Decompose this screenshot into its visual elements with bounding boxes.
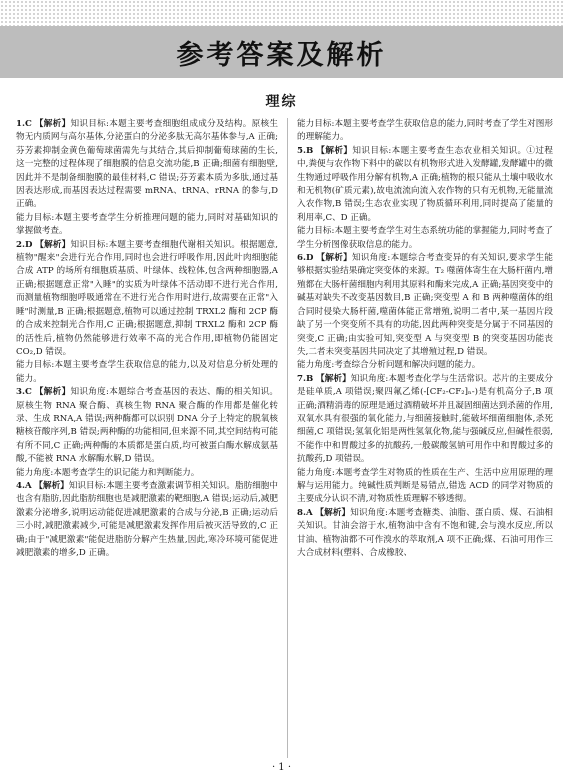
analysis-text: 知识目标:本题主要考查生态农业相关知识。①过程中,粪便与农作物下料中的碳以有机物形式进入发酵罐,发酵罐中的微生物通过呼吸作用分解有机物,A 正确;植物的根只能从土壤中吸收水和无机物(矿质元素),故电流流向流入农作物的只有无机物,无能量流入农作物,B 错误;生态农业实现了物质循环利用,同时提高了能量的利用率,C、D 正确。 — [297, 145, 553, 223]
analysis-tag: 【解析】 — [35, 239, 71, 250]
answer-entry — [297, 145, 553, 252]
analysis-tag: 【解析】 — [316, 145, 353, 156]
ability-note: 能力目标:本题主要考查学生获取信息的能力,同时考查了学生对图形的理解能力。 — [297, 119, 553, 143]
question-number: 4. — [16, 480, 25, 491]
entry-analysis — [16, 480, 278, 560]
question-number: 1. — [16, 119, 25, 129]
column-divider — [287, 118, 288, 758]
ability-note: 能力目标:本题主要考查学生获取信息的能力,以及对信息分析处理的能力。 — [16, 360, 278, 384]
answer-entry — [297, 252, 553, 373]
answer-letter: C — [24, 387, 32, 398]
entry-analysis — [297, 507, 553, 561]
question-number: 5. — [297, 145, 306, 156]
ability-note: 能力目标:本题主要考查学生分析推理问题的能力,同时对基础知识的掌握做考查。 — [16, 212, 278, 237]
answer-entry — [16, 386, 278, 480]
analysis-tag: 【解析】 — [34, 480, 69, 491]
answer-entry — [16, 239, 278, 386]
answer-entry — [16, 118, 278, 239]
question-number: 6. — [297, 253, 306, 264]
left-column — [16, 118, 278, 758]
answer-entry — [297, 373, 553, 507]
header-dot-pattern — [0, 0, 563, 26]
question-number: 3. — [16, 387, 25, 398]
analysis-tag: 【解析】 — [316, 253, 352, 264]
answer-letter: D — [305, 253, 314, 264]
ability-note: 能力角度:本题考查学生的识记能力和判断能力。 — [16, 467, 200, 478]
title-banner — [0, 26, 563, 78]
question-number: 2. — [16, 239, 25, 250]
answer-entry — [297, 118, 553, 145]
answer-entry — [16, 480, 278, 560]
entry-analysis — [297, 145, 553, 225]
ability-note: 能力角度:本题考查学生对物质的性质在生产、生活中应用原理的理解与运用能力。纯碱性质判断是易错点,错选 ACD 的同学对物质的主要成分认识不清,对物质性质理解不够透彻。 — [297, 467, 553, 505]
answer-letter: D — [24, 239, 33, 250]
answer-entry — [297, 507, 553, 561]
analysis-tag: 【解析】 — [34, 387, 71, 398]
analysis-text: 知识目标:本题主要考查细胞组成成分及结构。原核生物无内质网与高尔基体,分泌蛋白的分泌多肽无高尔基体参与,A 正确;芬芳素抑制金黄色葡萄球菌需先与其结合,其后抑制葡萄球菌的生长,这一完整的过程体现了细胞膜的信息交流功能,B 正确;细菌有细胞壁,因此并不是制备细胞膜的最佳材料,C 错误;芬芳素本质为多肽,通过基因表达形成,而基因表达过程需要 mRNA、tRNA、rRNA 的参与,D 正确。 — [16, 119, 278, 210]
analysis-text: 知识角度:本题综合考查基因的表达、酶的相关知识。原核生物 RNA 聚合酶、真核生物 RNA 聚合酶的作用都是催化转录、生成 RNA,A 错误;两种酶都可以识别 DNA 分子上特定的脱氧核糖核苷酸序列,B 错误;两种酶的功能相同,但来源不同,其空间结构可能有所不同,C 正确;两种酶的本质都是蛋白质,均可被蛋白酶水解成氨基酸,不能被 RNA 水解酶水解,D 错误。 — [16, 387, 278, 465]
entry-analysis — [16, 386, 278, 466]
entry-analysis — [297, 373, 553, 467]
analysis-text: 知识角度:本题综合考查变异的有关知识,要求学生能够根据实验结果确定突变体的来源。T₂ 噬菌体寄生在大肠杆菌内,增殖都在大肠杆菌细胞内利用其原料和酶来完成,A 正确;基因突变中的碱基对缺失不改变基因数目,B 正确;突变型 A 和 B 两种噬菌体的组合同时侵染大肠杆菌,噬菌体能正常增殖,说明二者中,某一基因片段缺了另一个突变所不具有的功能,因此两种突变是分属于不同基因的突变,C 正确;由实验可知,突变型 A 与突变型 B 的突变基因功能丧失,二者未突变基因共同决定了其增殖过程,D 错误。 — [297, 253, 553, 357]
analysis-text: 知识角度:本题考查糖类、油脂、蛋白质、煤、石油相关知识。甘油会溶于水,植物油中含有不饱和键,会与溴水反应,所以甘油、植物油都不可作溴水的萃取剂,A 项不正确;煤、石油可用作三大合成材料(塑料、合成橡胶、 — [297, 507, 553, 558]
analysis-tag: 【解析】 — [315, 507, 351, 518]
entry-analysis — [16, 239, 278, 360]
answer-letter: A — [305, 507, 313, 518]
question-number: 7. — [297, 373, 306, 384]
answer-letter: C — [24, 119, 32, 129]
answer-letter: B — [305, 145, 314, 156]
page-number: · 1 · — [271, 762, 292, 773]
answer-letter: A — [24, 480, 32, 491]
entry-analysis — [16, 118, 278, 212]
subject-heading: 理综 — [265, 94, 298, 110]
ability-note: 能力目标:本题主要考查学生对生态系统功能的掌握能力,同时考查了学生分析图像获取信息的能力。 — [297, 226, 553, 250]
analysis-text: 知识目标:本题主要考查细胞代谢相关知识。根据题意,植物"醒来"会进行光合作用,同时也会进行呼吸作用,因此叶肉细胞能合成 ATP 的场所有细胞质基质、叶绿体、线粒体,包含两种细胞器,A 正确;根据题意正常"入睡"的实质为叶绿体不活动即不进行光合作用,而测量植物细胞呼吸通常在不进行光合作用时进行,故需要在正常"入睡"时测量,B 正确;根据题意,植物可以通过控制 TRXL2 酶和 2CP 酶的合成来控制光合作用,C 正确;根据题意,抑制 TRXL2 酶和 2CP 酶的活性后,植物仍然能够进行效率不高的光合作用,即植物仍能固定 CO₂,D 错误。 — [16, 239, 278, 357]
answer-letter: B — [305, 373, 314, 384]
analysis-text: 知识目标:本题主要考查激素调节相关知识。脂肪细胞中也含有脂肪,因此脂肪细胞也是减肥激素的靶细胞,A 错误;运动后,减肥激素分泌增多,说明运动能促进减肥激素的合成与分泌,B 正确;运动后三小时,减肥激素减少,可能是减肥激素发挥作用后被灭活导致的,C 正确;由于"减肥激素"能促进脂肪分解产生热量,因此,寒冷环境可能促进减肥激素的增多,D 正确。 — [16, 480, 278, 558]
page-title: 参考答案及解析 — [176, 39, 387, 71]
analysis-text: 知识角度:本题考查化学与生活常识。芯片的主要成分是硅单质,A 项错误;聚四氟乙烯(-[CF₂-CF₂]ₙ-)是有机高分子,B 项正确;酒精消毒的原理是通过酒精破坏并且凝固细菌达到杀菌的作用,双氧水具有很强的氧化能力,与细菌接触时,能破坏细菌细胞体,杀死细菌,C 项错误;氢氧化铝是两性氢氧化物,能与强碱反应,但碱性很弱,不能作中和胃酸过多的抗酸药,一般碳酸氢钠可用作中和胃酸过多的抗酸药,D 项错误。 — [297, 373, 553, 465]
analysis-tag: 【解析】 — [34, 119, 71, 129]
ability-note: 能力角度:考查综合分析问题和解决问题的能力。 — [297, 360, 481, 371]
question-number: 8. — [297, 507, 306, 518]
analysis-tag: 【解析】 — [316, 373, 351, 384]
right-column — [297, 118, 553, 758]
entry-analysis — [297, 252, 553, 359]
